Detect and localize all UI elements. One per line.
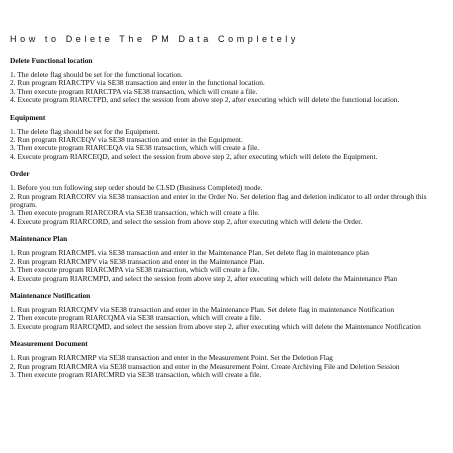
step-item: 3. Then execute program RIARCTPA via SE38 transaction, which will create a file. [10, 86, 258, 96]
section-heading: Equipment [10, 112, 46, 122]
step-item: 1. Run program RIARCQMV via SE38 transaction and enter in the Maintenance Plan. Set delete flag in maintenance Notification [10, 304, 395, 314]
step-item: 3. Execute program RIARCQMD, and select the session from above step 2, after executing which will delete the Maintenance Notification [10, 321, 421, 331]
step-item: 4. Execute program RIARCORD, and select the session from above step 2, after executing which will delete the Order. [10, 216, 363, 226]
section [10, 234, 443, 283]
step-item: 2. Run program RIARCEQV via SE38 transaction and enter in the Equipment. [10, 135, 243, 145]
section-heading: Order [10, 169, 30, 179]
step-list [10, 71, 443, 105]
step-list [10, 249, 443, 283]
section [10, 339, 443, 379]
step-item: 1. Before you run following step order should be CLSD (Business Completed) mode. [10, 183, 263, 193]
section [10, 169, 443, 226]
step-item: 1. The delete flag should be set for the Equipment. [10, 126, 160, 136]
section [10, 113, 443, 162]
document-body [10, 56, 443, 379]
step-item: 2. Run program RIARCTPV via SE38 transaction and enter in the functional location. [10, 78, 265, 88]
step-item: 3. Then execute program RIARCMRD via SE38 transaction, which will create a file. [10, 369, 262, 379]
step-item: 1. The delete flag should be set for the functional location. [10, 70, 183, 79]
step-list [10, 128, 443, 162]
step-list [10, 306, 443, 331]
step-list [10, 184, 443, 226]
step-item: 2. Run program RIARCMPV via SE38 transaction and enter in the Maintenance Plan. [10, 256, 265, 266]
step-item: 1. Run program RIARCMRP via SE38 transaction and enter in the Measurement Point. Set the Deletion Flag [10, 353, 333, 363]
step-item: 1. Run program RIARCMPL via SE38 transaction and enter in the Maintenance Plan. Set delete flag in maintenance plan [10, 248, 369, 258]
document-title: How to Delete The PM Data Completely [10, 34, 300, 44]
section-heading: Maintenance Plan [10, 234, 68, 244]
step-list [10, 354, 443, 379]
step-item: 3. Then execute program RIARCMPA via SE38 transaction, which will create a file. [10, 265, 260, 275]
step-item: 2. Run program RIARCORV via SE38 transaction and enter in the Order No. Set deletion flag and deletion indicator to all order through this program. [10, 191, 427, 210]
step-item: 2. Run program RIARCMRA via SE38 transaction and enter in the Measurement Point. Create Archiving File and Deletion Session [10, 361, 400, 371]
section [10, 291, 443, 331]
section-heading: Delete Functional location [10, 56, 93, 65]
section [10, 56, 443, 105]
step-item: 4. Execute program RIARCEQD, and select the session from above step 2, after executing which will delete the Equipment. [10, 151, 378, 161]
step-item: 4. Execute program RIARCMPD, and select the session from above step 2, after executing which will delete the Maintenance Plan [10, 273, 398, 283]
step-item: 3. Then execute program RIARCEQA via SE38 transaction, which will create a file. [10, 143, 260, 153]
step-item: 4. Execute program RIARCTPD, and select the session from above step 2, after executing which will delete the functional location. [10, 95, 400, 105]
section-heading: Maintenance Notification [10, 290, 91, 300]
step-item: 3. Then execute program RIARCORA via SE38 transaction, which will create a file. [10, 208, 260, 218]
section-heading: Measurement Document [10, 339, 88, 349]
step-item: 2. Then execute program RIARCQMA via SE38 transaction, which will create a file. [10, 313, 262, 323]
